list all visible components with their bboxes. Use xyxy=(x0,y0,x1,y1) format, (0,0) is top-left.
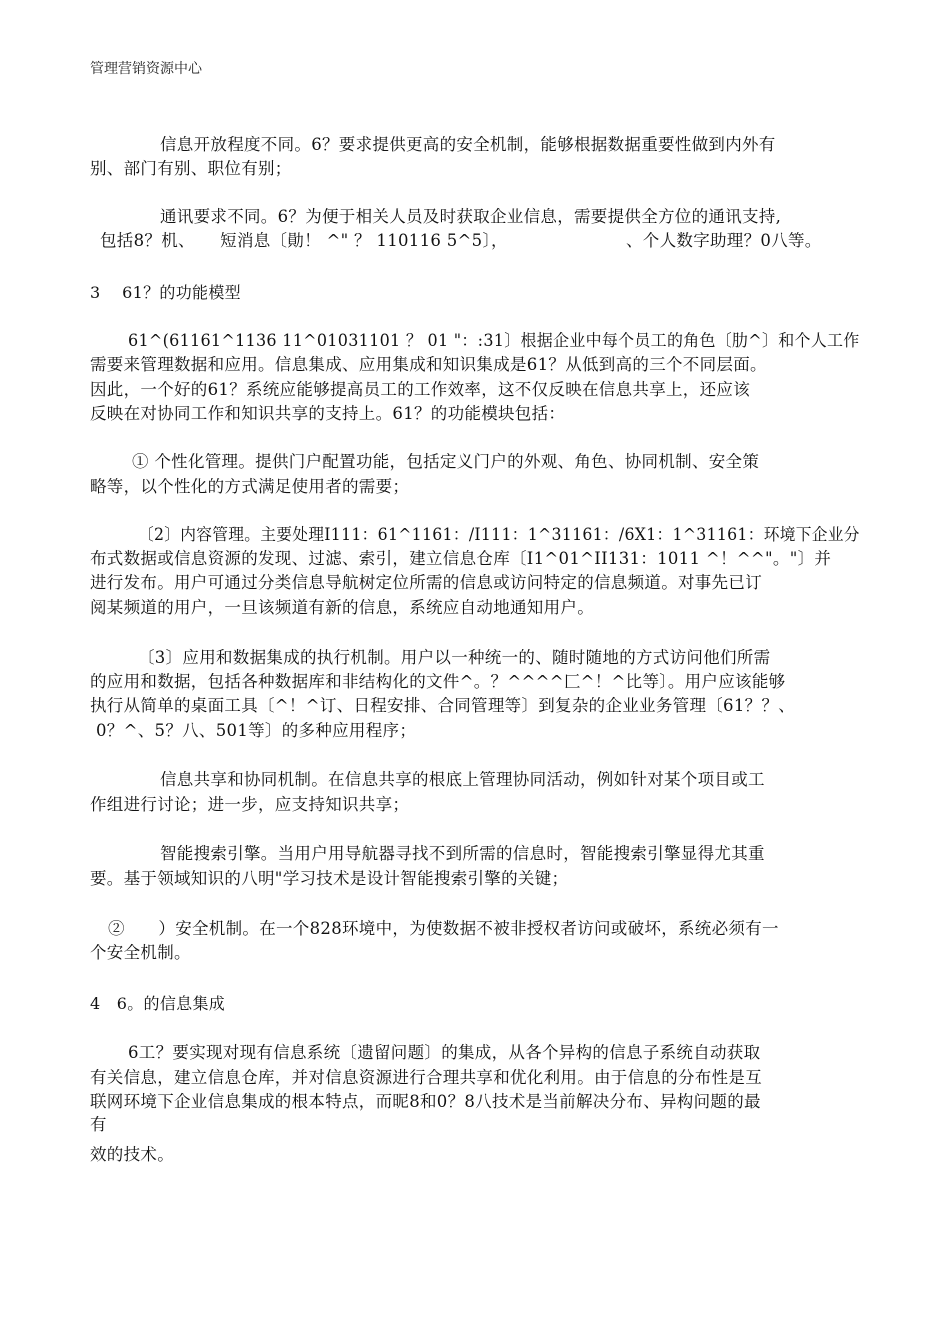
paragraph-line: 效的技术。 xyxy=(90,1145,174,1164)
paragraph-line: 要。基于领域知识的八明"学习技术是设计智能搜索引擎的关键； xyxy=(90,869,569,888)
paragraph-line: 需要来管理数据和应用。信息集成、应用集成和知识集成是61？从低到高的三个不同层面。 xyxy=(90,355,767,374)
paragraph-line: 有关信息，建立信息仓库，并对信息资源进行合理共享和优化利用。由于信息的分布性是互 xyxy=(90,1068,762,1087)
paragraph-line: 信息开放程度不同。6？要求提供更高的安全机制，能够根据数据重要性做到内外有 xyxy=(160,135,776,154)
paragraph-line: 执行从简单的桌面工具〔^！^订、日程安排、合同管理等〕到复杂的企业业务管理〔61？？、 xyxy=(90,696,796,715)
paragraph-line: 61^(61161^1136 11^01031101 ？ 01 "：:31〕根据企业中每个员工的角色〔肋^〕和个人工作 xyxy=(128,331,860,350)
paragraph-line: ② ）安全机制。在一个828环境中，为使数据不被非授权者访问或破坏，系统必须有一 xyxy=(108,919,779,938)
paragraph-line: 通讯要求不同。6？为便于相关人员及时获取企业信息，需要提供全方位的通讯支持, xyxy=(160,207,782,226)
paragraph-line: 布式数据或信息资源的发现、过滤、索引，建立信息仓库〔I1^01^II131：1011 ^！^^"。"〕并 xyxy=(90,549,832,568)
paragraph-line: 6工？要实现对现有信息系统〔遗留问题〕的集成，从各个异构的信息子系统自动获取 xyxy=(128,1043,761,1062)
page-header: 管理营销资源中心 xyxy=(90,61,202,77)
paragraph-line: 智能搜索引擎。当用户用导航器寻找不到所需的信息时，智能搜索引擎显得尤其重 xyxy=(160,844,765,863)
paragraph-line: 的应用和数据，包括各种数据库和非结构化的文件^。？^^^^匚^！^比等〕。用户应该能够 xyxy=(90,672,786,691)
paragraph-line: 作组进行讨论；进一步，应支持知识共享； xyxy=(90,795,410,814)
paragraph-line: 包括8？机、 短消息〔勛！ ^" ？ 110116 5^5〕， xyxy=(100,231,508,250)
paragraph-line: 联网环境下企业信息集成的根本特点，而昵8和0？8八技术是当前解决分布、异构问题的最 xyxy=(90,1092,761,1111)
paragraph-line: 有 xyxy=(90,1115,107,1134)
section-heading: 3 61？的功能模型 xyxy=(90,283,241,302)
paragraph-line: 因此，一个好的61？系统应能够提高员工的工作效率，这不仅反映在信息共享上，还应该 xyxy=(90,380,750,399)
paragraph-line: 〔2〕内容管理。主要处理I111：61^1161：/I111：1^31161：/6X1：1^31161：环境下企业分 xyxy=(138,525,860,544)
paragraph-line: 反映在对协同工作和知识共享的支持上。61？的功能模块包括： xyxy=(90,404,566,423)
paragraph-line: ① 个性化管理。提供门户配置功能，包括定义门户的外观、角色、协同机制、安全策 xyxy=(132,452,760,471)
paragraph-line: 进行发布。用户可通过分类信息导航树定位所需的信息或访问特定的信息频道。对事先已订 xyxy=(90,573,762,592)
paragraph-line: 〔3〕应用和数据集成的执行机制。用户以一种统一的、随时随地的方式访问他们所需 xyxy=(138,648,771,667)
section-heading: 4 6。的信息集成 xyxy=(90,994,226,1013)
paragraph-line: 阅某频道的用户，一旦该频道有新的信息，系统应自动地通知用户。 xyxy=(90,598,594,617)
paragraph-line: 别、部门有别、职位有别； xyxy=(90,159,292,178)
paragraph-line: 信息共享和协同机制。在信息共享的根底上管理协同活动，例如针对某个项目或工 xyxy=(160,770,765,789)
paragraph-line: 、个人数字助理？0八等。 xyxy=(626,231,822,250)
paragraph-line: 略等，以个性化的方式满足使用者的需要； xyxy=(90,477,410,496)
paragraph-line: 个安全机制。 xyxy=(90,943,191,962)
paragraph-line: 0？^、5？八、501等〕的多种应用程序； xyxy=(96,721,417,740)
